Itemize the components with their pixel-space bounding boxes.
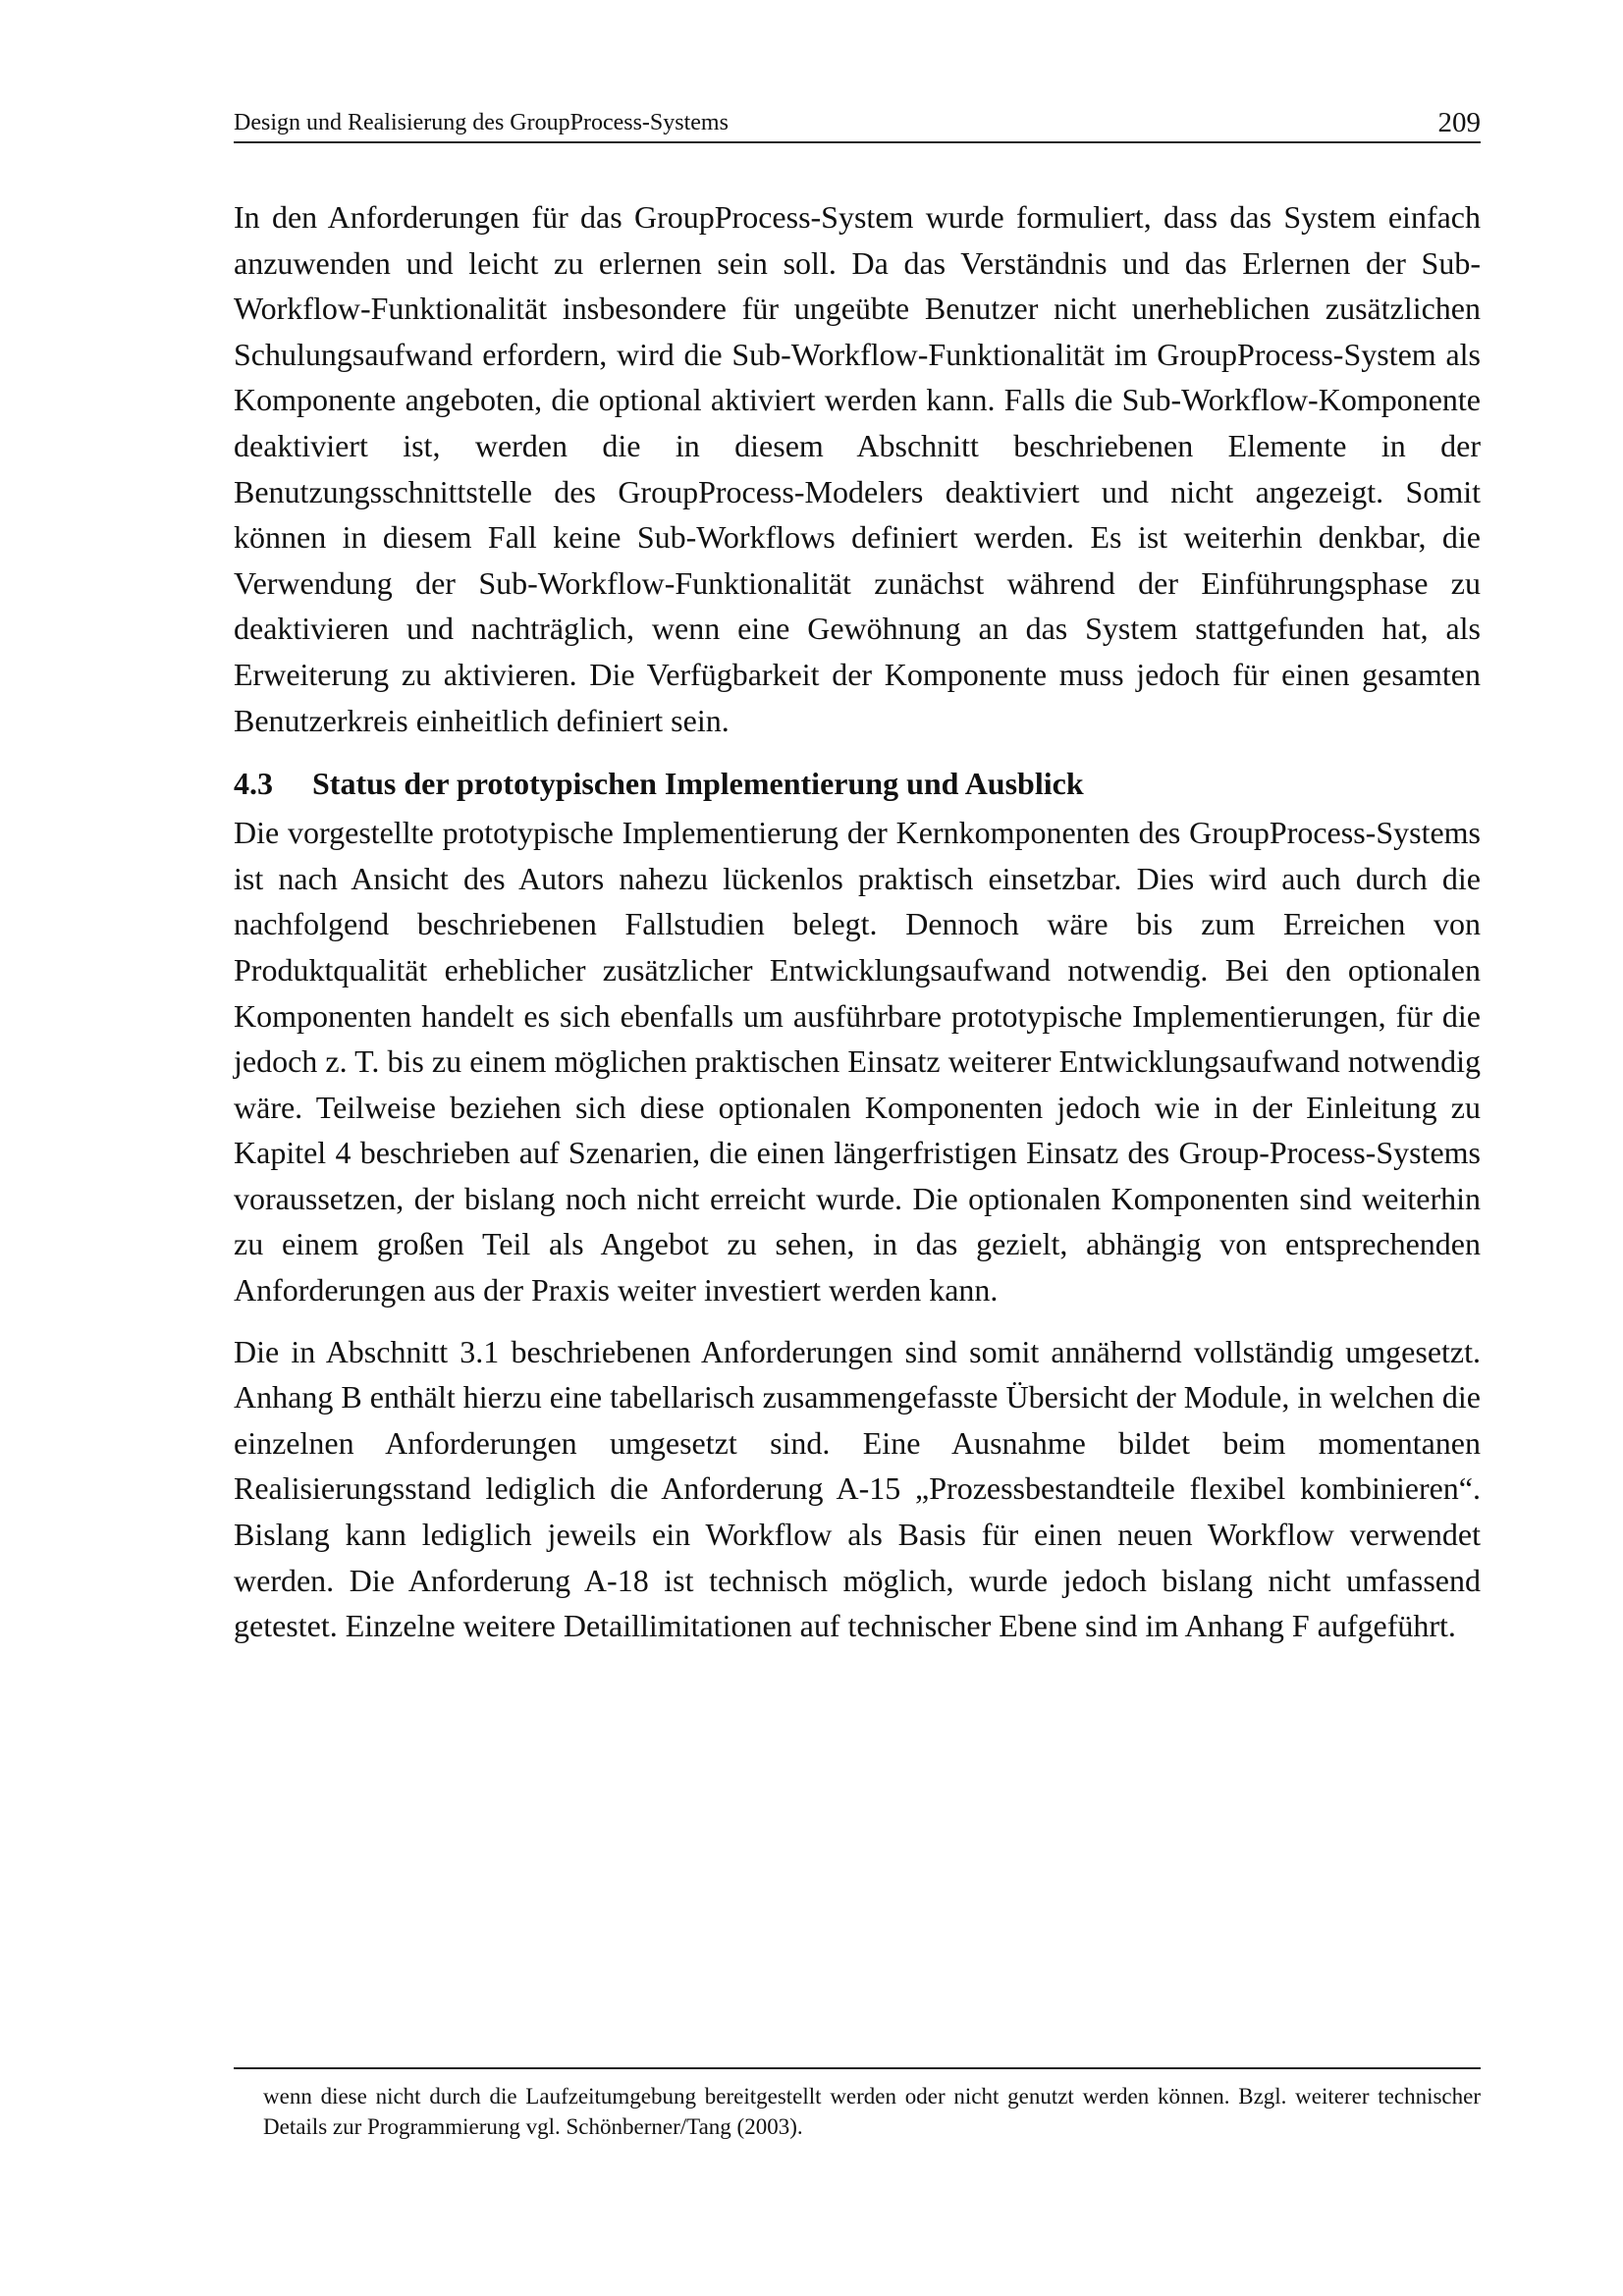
section-title: Status der prototypischen Implementierung und Ausblick [312, 766, 1084, 802]
page-header [234, 98, 1481, 143]
paragraph-sub-workflow-component: In den Anforderungen für das GroupProcess-System wurde formuliert, dass das System einfach anzuwenden und leicht zu erlernen sein soll. Da das Verständnis und das Erlernen der Sub-Workflow-Funktionalität insbesondere für ungeübte Benutzer nicht unerheblichen zusätzlichen Schulungsaufwand erfordern, wird die Sub-Workflow-Funktionalität im GroupProcess-System als Komponente angeboten, die optional aktiviert werden kann. Falls die Sub-Workflow-Komponente deaktiviert ist, werden die in diesem Abschnitt beschriebenen Elemente in der Benutzungsschnittstelle des GroupProcess-Modelers deaktiviert und nicht angezeigt. Somit können in diesem Fall keine Sub-Workflows definiert werden. Es ist weiterhin denkbar, die Verwendung der Sub-Workflow-Funktionalität zunächst während der Einführungsphase zu deaktivieren und nachträglich, wenn eine Gewöhnung an das System stattgefunden hat, als Erweiterung zu aktivieren. Die Verfügbarkeit der Komponente muss jedoch für einen gesamten Benutzerkreis einheitlich definiert sein. [234, 199, 1481, 738]
footnote-area [234, 2067, 1481, 2142]
footnote-separator [234, 2067, 1481, 2069]
page-number: 209 [1437, 107, 1481, 138]
paragraph-requirements-coverage: Die in Abschnitt 3.1 beschriebenen Anforderungen sind somit annähernd vollständig umgesetzt. Anhang B enthält hierzu eine tabellarisch zusammengefasste Übersicht der Module, in welchen die einzelnen Anforderungen umgesetzt sind. Eine Ausnahme bildet beim momentanen Realisierungsstand lediglich die Anforderung A-15 „Prozessbestandteile flexibel kombinieren“. Bislang kann lediglich jeweils ein Workflow als Basis für einen neuen Workflow verwendet werden. Die Anforderung A-18 ist technisch möglich, wurde jedoch bislang nicht umfassend getestet. Einzelne weitere Detaillimitationen auf technischer Ebene sind im Anhang F aufgeführt. [234, 1333, 1481, 1644]
running-header-title: Design und Realisierung des GroupProcess-Systems [234, 110, 729, 135]
body-text [234, 194, 1481, 1649]
paragraph-implementation-status: Die vorgestellte prototypische Implementierung der Kernkomponenten des GroupProcess-Systems ist nach Ansicht des Autors nahezu lückenlos praktisch einsetzbar. Dies wird auch durch die nachfolgend beschriebenen Fallstudien belegt. Dennoch wäre bis zum Erreichen von Produktqualität erheblicher zusätzlicher Entwicklungsaufwand notwendig. Bei den optionalen Komponenten handelt es sich ebenfalls um ausführbare prototypische Implementierungen, für die jedoch z. T. bis zu einem möglichen praktischen Einsatz weiterer Entwicklungsaufwand notwendig wäre. Teilweise beziehen sich diese optionalen Komponenten jedoch wie in der Einleitung zu Kapitel 4 beschrieben auf Szenarien, die einen längerfristigen Einsatz des Group-Process-Systems voraussetzen, der bislang noch nicht erreicht wurde. Die optionalen Komponenten sind weiterhin zu einem großen Teil als Angebot zu sehen, in das gezielt, abhängig von entsprechenden Anforderungen aus der Praxis weiter investiert werden kann. [234, 815, 1481, 1308]
footnote-text: wenn diese nicht durch die Laufzeitumgebung bereitgestellt werden oder nicht genutzt werden können. Bzgl. weiterer technischer Details zur Programmierung vgl. Schönberner/Tang (2003). [263, 2084, 1481, 2139]
section-number: 4.3 [234, 766, 273, 802]
section-heading [234, 761, 1481, 806]
